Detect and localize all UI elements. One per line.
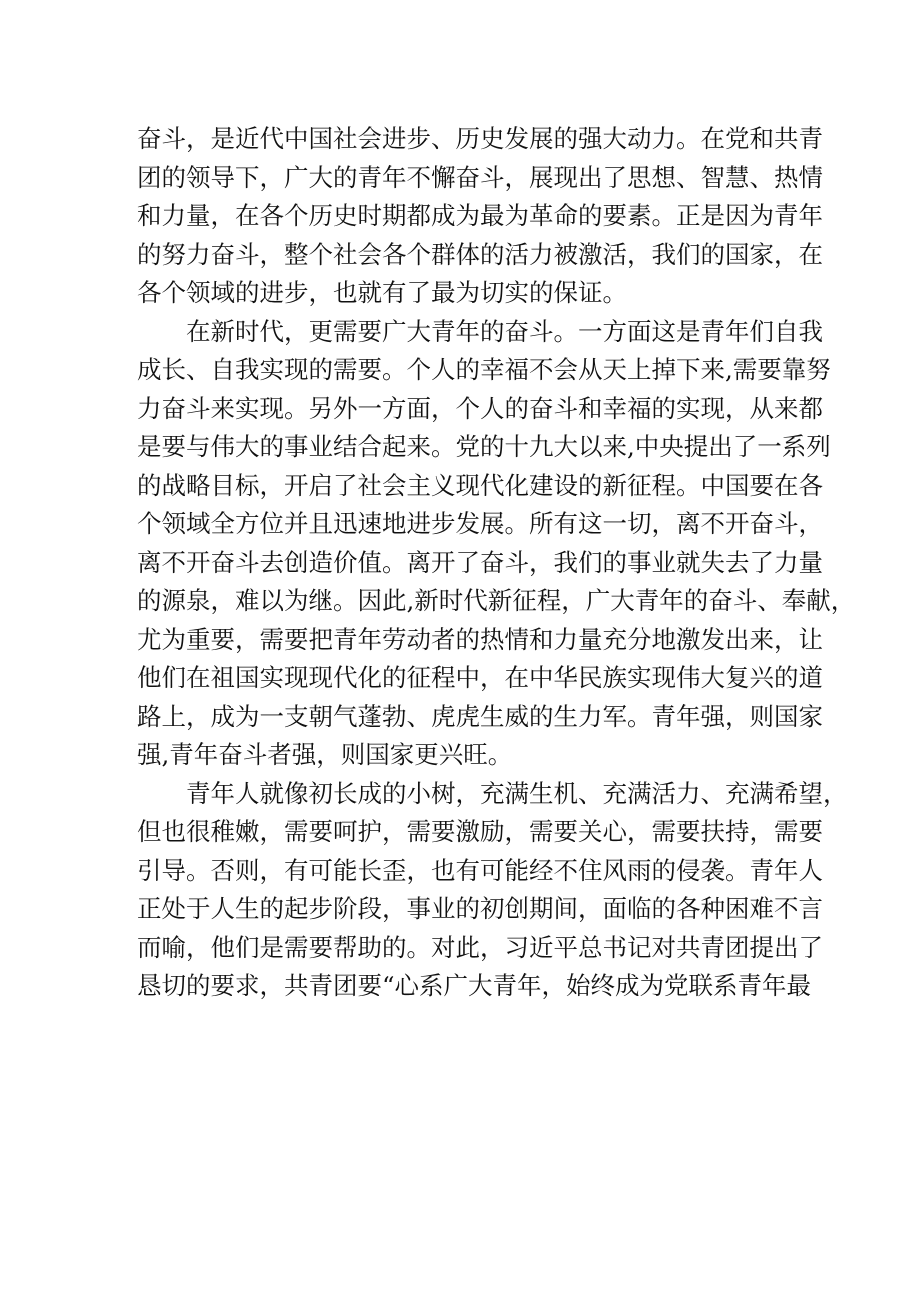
text-line: 力奋斗来实现。另外一方面，个人的奋斗和幸福的实现，从来都: [137, 393, 823, 423]
text-line: 各个领域的进步，也就有了最为切实的保证。: [137, 278, 627, 307]
document-body: [137, 120, 856, 1006]
text-line: 强,青年奋斗者强，则国家更兴旺。: [137, 740, 513, 769]
text-line: 而喻，他们是需要帮助的。对此，习近平总书记对共青团提出了: [137, 932, 823, 962]
text-line: 的战略目标，开启了社会主义现代化建设的新征程。中国要在各: [137, 470, 823, 500]
text-line: 和力量，在各个历史时期都成为最为革命的要素。正是因为青年: [137, 201, 823, 230]
paragraph-3: [137, 775, 848, 1006]
text-line: 在新时代，更需要广大青年的奋斗。一方面这是青年们自我: [186, 316, 823, 346]
text-line: 的源泉，难以为继。因此,新时代新征程，广大青年的奋斗、奉献，: [137, 586, 856, 615]
text-line: 离不开奋斗去创造价值。离开了奋斗，我们的事业就失去了力量: [137, 547, 823, 577]
text-line: 青年人就像初长成的小树，充满生机、充满活力、充满希望，: [186, 778, 848, 808]
text-line: 恳切的要求，共青团要“心系广大青年，始终成为党联系青年最: [137, 971, 812, 1000]
text-line: 团的领导下，广大的青年不懈奋斗，展现出了思想、智慧、热情: [137, 162, 823, 192]
text-line: 尤为重要，需要把青年劳动者的热情和力量充分地激发出来，让: [137, 624, 823, 654]
text-line: 是要与伟大的事业结合起来。党的十九大以来,中央提出了一系列: [137, 432, 831, 461]
text-line: 正处于人生的起步阶段，事业的初创期间，面临的各种困难不言: [137, 894, 823, 923]
text-line: 的努力奋斗，整个社会各个群体的活力被激活，我们的国家，在: [137, 239, 823, 269]
text-line: 引导。否则，有可能长歪，也有可能经不住风雨的侵袭。青年人: [137, 855, 823, 885]
text-line: 但也很稚嫩，需要呵护，需要激励，需要关心，需要扶持，需要: [137, 817, 823, 846]
text-line: 奋斗，是近代中国社会进步、历史发展的强大动力。在党和共青: [137, 124, 823, 153]
text-line: 成长、自我实现的需要。个人的幸福不会从天上掉下来,需要靠努: [137, 355, 831, 384]
paragraph-2: [137, 313, 856, 775]
paragraph-1: [137, 120, 823, 313]
text-line: 个领域全方位并且迅速地进步发展。所有这一切，离不开奋斗，: [137, 509, 823, 538]
text-line: 他们在祖国实现现代化的征程中，在中华民族实现伟大复兴的道: [137, 663, 823, 692]
text-line: 路上，成为一支朝气蓬勃、虎虎生威的生力军。青年强，则国家: [137, 701, 823, 731]
